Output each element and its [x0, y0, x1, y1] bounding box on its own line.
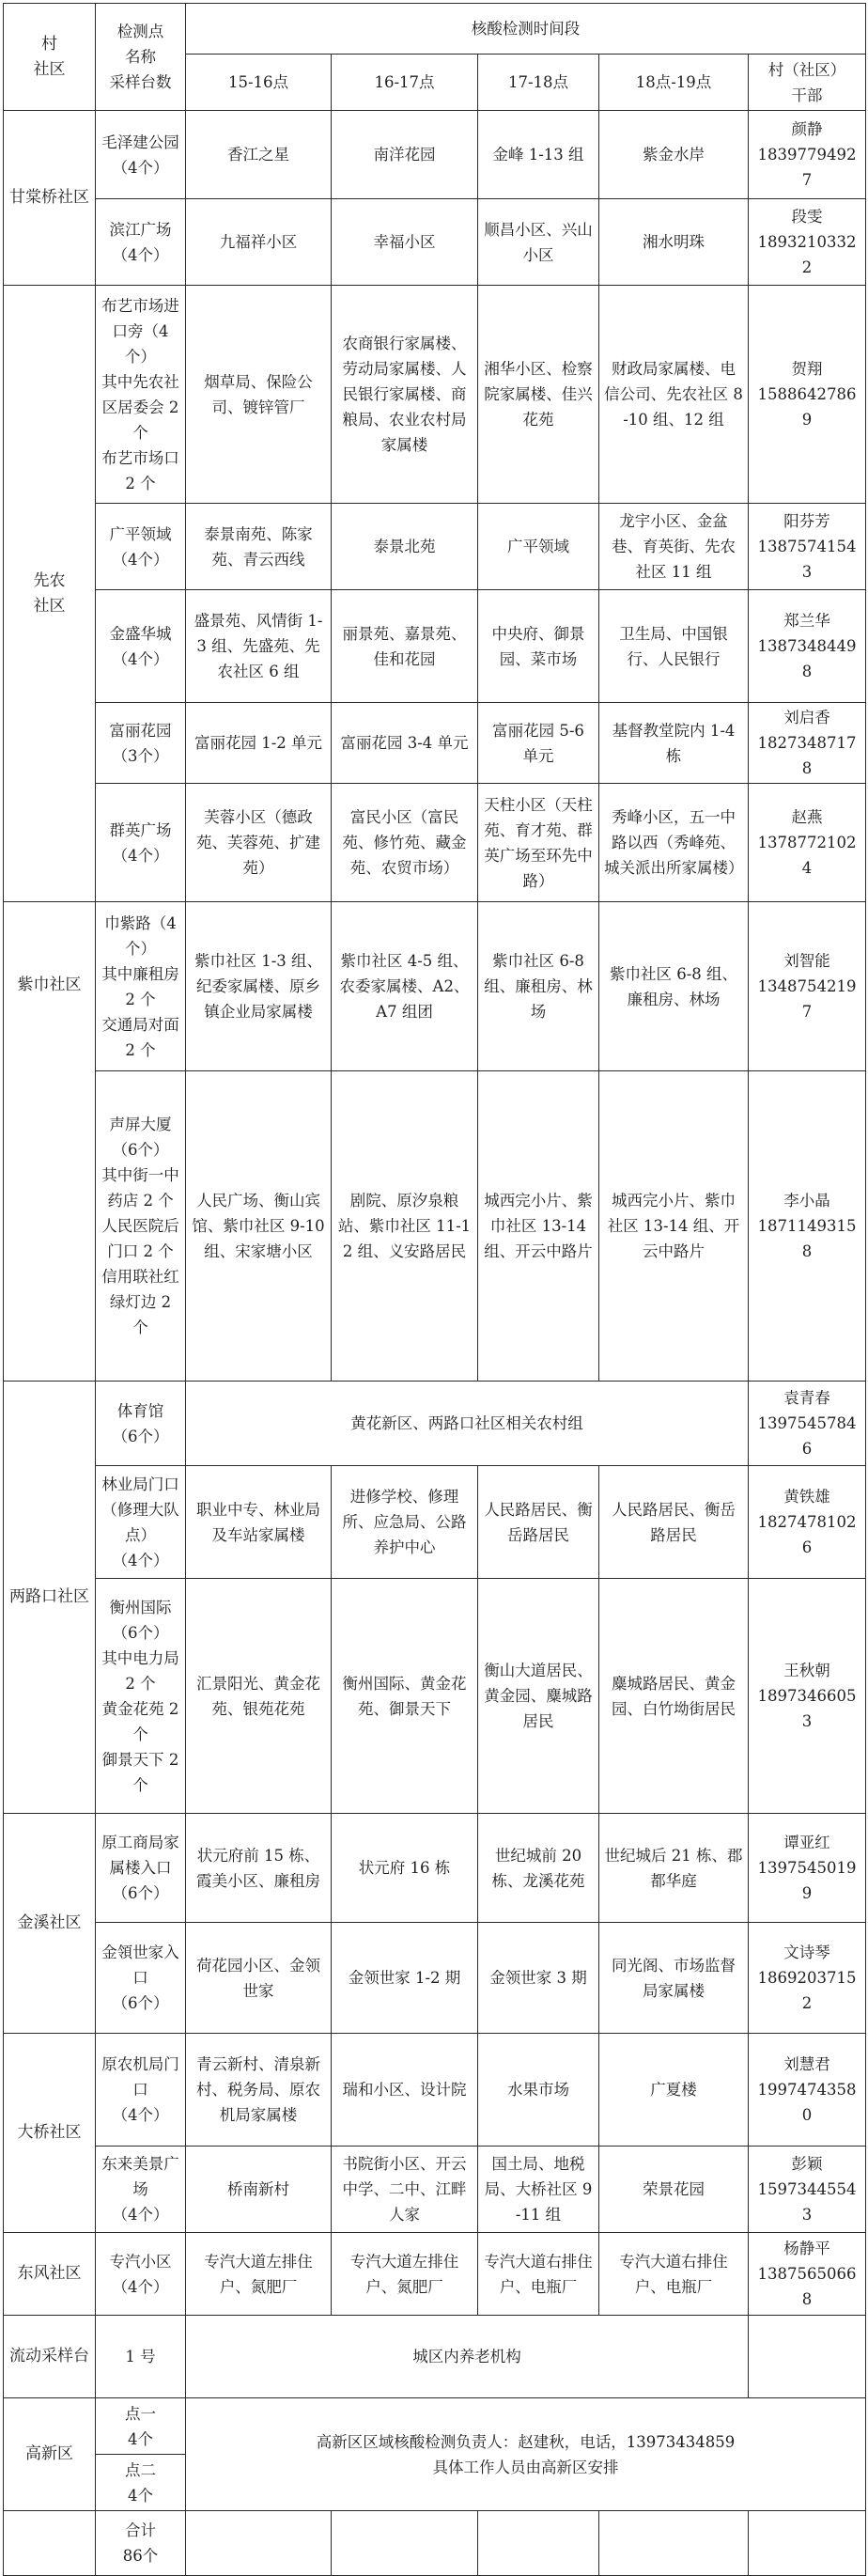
slot-cell: 衡州国际、黄金花苑、御景天下	[332, 1579, 478, 1814]
slot-cell: 青云新村、清泉新村、税务局、原农机局家属楼	[186, 2034, 332, 2147]
table-row	[4, 590, 866, 703]
village-cell: 甘棠桥社区	[4, 111, 96, 286]
cadre-cell: 刘启香 18273487178	[749, 703, 866, 784]
cadre-cell: 颜静 18397794927	[749, 111, 866, 199]
slot-cell: 书院街小区、开云中学、二中、江畔人家	[332, 2147, 478, 2233]
slot-cell: 汇景阳光、黄金花苑、银苑花苑	[186, 1579, 332, 1814]
span-cell: 黄花新区、两路口社区相关农村组	[186, 1382, 749, 1466]
slot-cell: 专汽大道左排住户、氮肥厂	[332, 2233, 478, 2316]
site-cell: 声屏大厦（6个） 其中街一中药店 2 个 人民医院后门口 2 个 信用联社红绿灯边 2 个	[96, 1071, 186, 1382]
village-cell: 高新区	[4, 2398, 96, 2511]
slot-cell: 泰景南苑、陈家苑、青云西线	[186, 504, 332, 590]
cadre-cell: 贺翔 15886427869	[749, 286, 866, 504]
table-row	[4, 1814, 866, 1923]
span-cell: 高新区区域核酸检测负责人：赵建秋，电话，13973434859 具体工作人员由高新区安排	[186, 2398, 866, 2511]
header-col-17-18: 17-18点	[478, 55, 599, 111]
slot-cell: 荣景花园	[599, 2147, 749, 2233]
table-row	[4, 2233, 866, 2316]
table-row	[4, 2147, 866, 2233]
slot-cell: 紫金水岸	[599, 111, 749, 199]
slot-cell: 泰景北苑	[332, 504, 478, 590]
slot-cell: 金领世家 1-2 期	[332, 1923, 478, 2034]
empty-cell	[478, 2511, 599, 2576]
slot-cell: 广平领域	[478, 504, 599, 590]
table-row	[4, 2398, 866, 2455]
cadre-cell: 谭亚红 13975450199	[749, 1814, 866, 1923]
site-cell: 群英广场 （4个）	[96, 784, 186, 902]
table-row	[4, 286, 866, 504]
slot-cell: 龙宇小区、金盆巷、育英街、先农社区 11 组	[599, 504, 749, 590]
slot-cell: 财政局家属楼、电信公司、先农社区 8-10 组、12 组	[599, 286, 749, 504]
slot-cell: 紫巾社区 6-8 组、廉租房、林场	[478, 902, 599, 1071]
slot-cell: 人民路居民、衡岳路居民	[599, 1466, 749, 1579]
slot-cell: 麋城路居民、黄金园、白竹坳街居民	[599, 1579, 749, 1814]
slot-cell: 状元府 16 栋	[332, 1814, 478, 1923]
table-row	[4, 111, 866, 199]
cadre-cell: 王秋朝 18973466053	[749, 1579, 866, 1814]
cadre-cell: 文诗琴 18692037152	[749, 1923, 866, 2034]
header-village: 村 社区	[4, 4, 96, 111]
empty-cell	[186, 2511, 332, 2576]
village-cell: 两路口社区	[4, 1382, 96, 1814]
table-row	[4, 703, 866, 784]
site-cell: 原农机局门口 （4个）	[96, 2034, 186, 2147]
slot-cell: 金领世家 3 期	[478, 1923, 599, 2034]
site-cell: 衡州国际（6个） 其中电力局 2 个 黄金花苑 2 个 御景天下 2 个	[96, 1579, 186, 1814]
slot-cell: 荷花园小区、金领世家	[186, 1923, 332, 2034]
table-row	[4, 1923, 866, 2034]
slot-cell: 天柱小区（天柱苑、育才苑、群英广场至环先中路）	[478, 784, 599, 902]
slot-cell: 专汽大道右排住户、电瓶厂	[478, 2233, 599, 2316]
cadre-cell: 郑兰华 13873484498	[749, 590, 866, 703]
site-cell: 1 号	[96, 2316, 186, 2398]
header-col-15-16: 15-16点	[186, 55, 332, 111]
cadre-cell: 李小晶 18711493158	[749, 1071, 866, 1382]
table-row	[4, 2316, 866, 2398]
slot-cell: 湘水明珠	[599, 199, 749, 286]
village-cell: 东风社区	[4, 2233, 96, 2316]
header-site: 检测点 名称 采样台数	[96, 4, 186, 111]
table-row	[4, 784, 866, 902]
header-period: 核酸检测时间段	[186, 4, 866, 55]
slot-cell: 香江之星	[186, 111, 332, 199]
slot-cell: 世纪城前 20 栋、龙溪花苑	[478, 1814, 599, 1923]
slot-cell: 九福祥小区	[186, 199, 332, 286]
slot-cell: 中央府、御景园、菜市场	[478, 590, 599, 703]
table-row	[4, 1071, 866, 1382]
site-cell: 金領世家入口 （6个）	[96, 1923, 186, 2034]
table-row	[4, 2034, 866, 2147]
slot-cell: 专汽大道右排住户、电瓶厂	[599, 2233, 749, 2316]
slot-cell: 紫巾社区 1-3 组、纪委家属楼、原乡镇企业局家属楼	[186, 902, 332, 1071]
slot-cell: 国土局、地税局、大桥社区 9-11 组	[478, 2147, 599, 2233]
site-cell: 林业局门口（修理大队点） （4个）	[96, 1466, 186, 1579]
village-cell: 紫巾社区	[4, 902, 96, 1382]
cadre-cell: 杨静平 13875650668	[749, 2233, 866, 2316]
site-cell: 毛泽建公园 （4个）	[96, 111, 186, 199]
slot-cell: 水果市场	[478, 2034, 599, 2147]
site-cell: 东来美景广场 （4个）	[96, 2147, 186, 2233]
cadre-cell: 黄铁雄 18274781026	[749, 1466, 866, 1579]
slot-cell: 衡山大道居民、黄金园、麋城路居民	[478, 1579, 599, 1814]
table-row	[4, 199, 866, 286]
table-row	[4, 2511, 866, 2576]
slot-cell: 农商银行家属楼、劳动局家属楼、人民银行家属楼、商粮局、农业农村局家属楼	[332, 286, 478, 504]
slot-cell: 富丽花园 1-2 单元	[186, 703, 332, 784]
span-cell: 城区内养老机构	[186, 2316, 749, 2398]
slot-cell: 瑞和小区、设计院	[332, 2034, 478, 2147]
site-cell: 金盛华城 （4个）	[96, 590, 186, 703]
slot-cell: 湘华小区、检察院家属楼、佳兴花苑	[478, 286, 599, 504]
site-cell: 巾紫路（4个） 其中廉租房 2 个 交通局对面 2 个	[96, 902, 186, 1071]
empty-cell	[4, 2511, 96, 2576]
village-cell: 先农 社区	[4, 286, 96, 902]
slot-cell: 南洋花园	[332, 111, 478, 199]
slot-cell: 幸福小区	[332, 199, 478, 286]
slot-cell: 富民小区（富民苑、修竹苑、藏金苑、农贸市场）	[332, 784, 478, 902]
table-row	[4, 504, 866, 590]
site-cell: 滨江广场 （4个）	[96, 199, 186, 286]
slot-cell: 丽景苑、嘉景苑、佳和花园	[332, 590, 478, 703]
site-cell: 富丽花园 （3个）	[96, 703, 186, 784]
slot-cell: 紫巾社区 6-8 组、廉租房、林场	[599, 902, 749, 1071]
cadre-cell: 阳芬芳 13875741543	[749, 504, 866, 590]
header-cadre: 村（社区） 干部	[749, 55, 866, 111]
slot-cell: 城西完小片、紫巾社区 13-14 组、开云中路片	[478, 1071, 599, 1382]
slot-cell: 富丽花园 3-4 单元	[332, 703, 478, 784]
empty-cell	[749, 2316, 866, 2398]
cadre-cell: 刘慧君 19974743580	[749, 2034, 866, 2147]
cadre-cell: 段雯 18932103322	[749, 199, 866, 286]
site-cell: 原工商局家属楼入口 （6个）	[96, 1814, 186, 1923]
site-cell: 体育馆 （6个）	[96, 1382, 186, 1466]
slot-cell: 状元府前 15 栋、霞美小区、廉租房	[186, 1814, 332, 1923]
sampling-schedule-table	[3, 3, 866, 2576]
slot-cell: 芙蓉小区（德政苑、芙蓉苑、扩建苑）	[186, 784, 332, 902]
slot-cell: 剧院、原汐泉粮站、紫巾社区 11-12 组、义安路居民	[332, 1071, 478, 1382]
table-row	[4, 902, 866, 1071]
header-col-16-17: 16-17点	[332, 55, 478, 111]
slot-cell: 卫生局、中国银行、人民银行	[599, 590, 749, 703]
site-cell: 点二 4个	[96, 2455, 186, 2511]
site-cell: 专汽小区 （4个）	[96, 2233, 186, 2316]
slot-cell: 同光阁、市场监督局家属楼	[599, 1923, 749, 2034]
table-row	[4, 1579, 866, 1814]
slot-cell: 桥南新村	[186, 2147, 332, 2233]
empty-cell	[332, 2511, 478, 2576]
slot-cell: 进修学校、修理所、应急局、公路养护中心	[332, 1466, 478, 1579]
slot-cell: 金峰 1-13 组	[478, 111, 599, 199]
header-col-18-19: 18点-19点	[599, 55, 749, 111]
cadre-cell: 刘智能 13487542197	[749, 902, 866, 1071]
village-cell: 金溪社区	[4, 1814, 96, 2034]
slot-cell: 人民广场、衡山宾馆、紫巾社区 9-10 组、宋家塘小区	[186, 1071, 332, 1382]
total-cell: 合计 86个	[96, 2511, 186, 2576]
empty-cell	[749, 2511, 866, 2576]
slot-cell: 职业中专、林业局及车站家属楼	[186, 1466, 332, 1579]
slot-cell: 烟草局、保险公司、镀锌管厂	[186, 286, 332, 504]
village-cell: 大桥社区	[4, 2034, 96, 2233]
table-row	[4, 1382, 866, 1466]
slot-cell: 专汽大道左排住户、氮肥厂	[186, 2233, 332, 2316]
slot-cell: 城西完小片、紫巾社区 13-14 组、开云中路片	[599, 1071, 749, 1382]
site-cell: 点一 4个	[96, 2398, 186, 2455]
slot-cell: 广夏楼	[599, 2034, 749, 2147]
site-cell: 广平领域 （4个）	[96, 504, 186, 590]
cadre-cell: 彭颖 15973445543	[749, 2147, 866, 2233]
slot-cell: 人民路居民、衡岳路居民	[478, 1466, 599, 1579]
slot-cell: 紫巾社区 4-5 组、农委家属楼、A2、A7 组团	[332, 902, 478, 1071]
slot-cell: 世纪城后 21 栋、郡都华庭	[599, 1814, 749, 1923]
cadre-cell: 赵燕 13787721024	[749, 784, 866, 902]
slot-cell: 秀峰小区，五一中路以西（秀峰苑、城关派出所家属楼）	[599, 784, 749, 902]
empty-cell	[599, 2511, 749, 2576]
table-row	[4, 1466, 866, 1579]
slot-cell: 顺昌小区、兴山小区	[478, 199, 599, 286]
cadre-cell: 袁青春 13975457846	[749, 1382, 866, 1466]
site-cell: 布艺市场进口旁（4个） 其中先农社区居委会 2 个 布艺市场口 2 个	[96, 286, 186, 504]
village-cell: 流动采样台	[4, 2316, 96, 2398]
slot-cell: 基督教堂院内 1-4 栋	[599, 703, 749, 784]
slot-cell: 盛景苑、风情街 1-3 组、先盛苑、先农社区 6 组	[186, 590, 332, 703]
slot-cell: 富丽花园 5-6 单元	[478, 703, 599, 784]
